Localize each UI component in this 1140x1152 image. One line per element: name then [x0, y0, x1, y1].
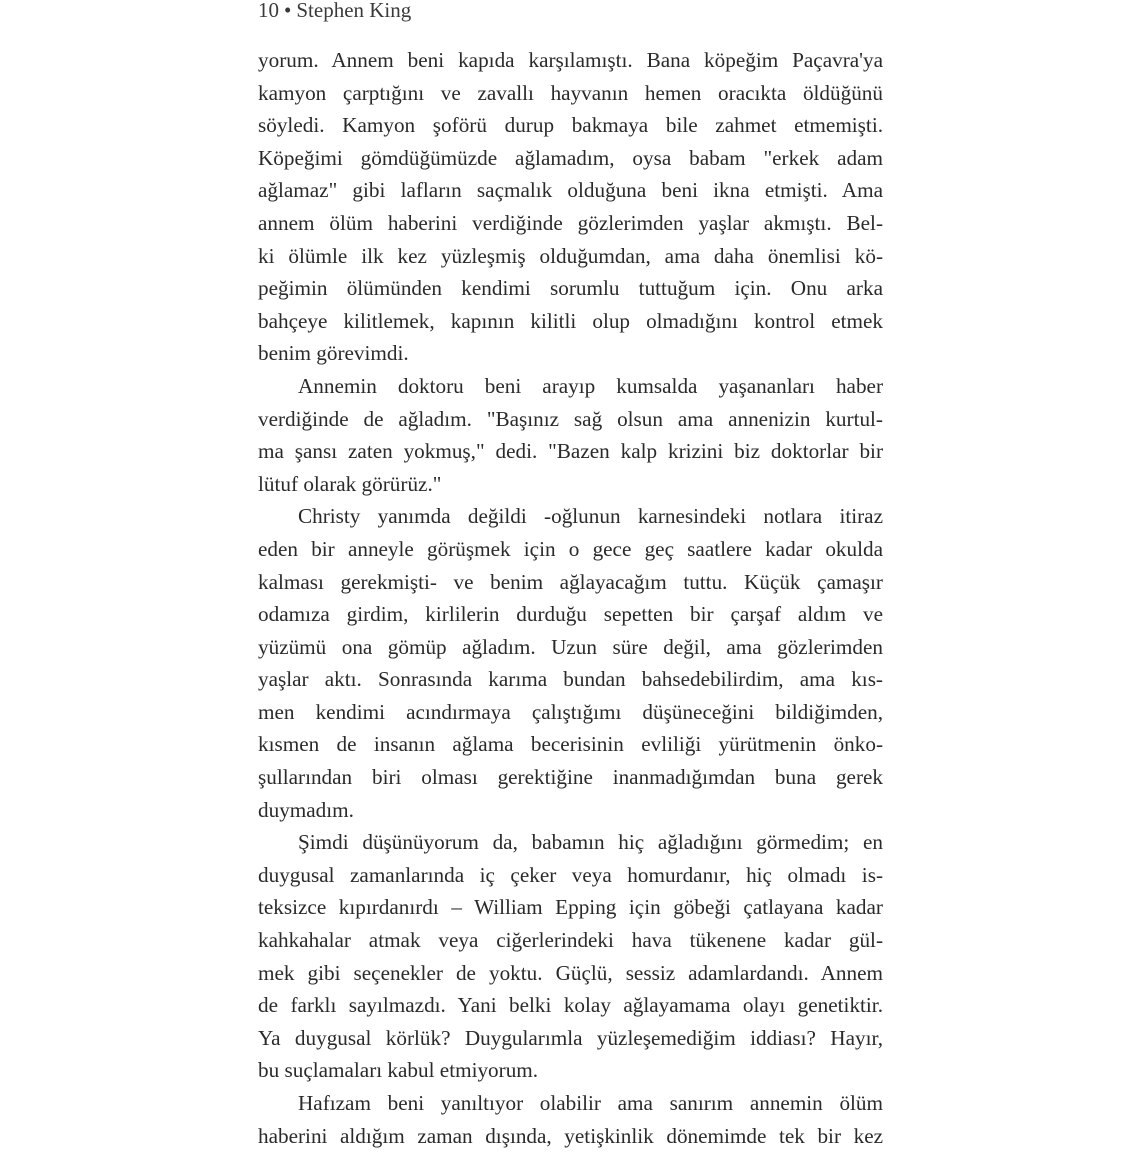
text-line: ki ölümle ilk kez yüzleşmiş olduğumdan, ama daha önemlisi kö-	[258, 243, 883, 268]
paragraph	[258, 826, 883, 1087]
paragraph	[258, 500, 883, 826]
text-line: men kendimi acındırmaya çalıştığımı düşüneceğini bildiğimden,	[258, 699, 883, 724]
paragraph	[258, 44, 883, 370]
header-separator: •	[284, 0, 292, 22]
text-line: Şimdi düşünüyorum da, babamın hiç ağladığını görmedim; en	[298, 830, 883, 855]
text-line: bu suçlamaları kabul etmiyorum.	[258, 1058, 539, 1083]
text-line: kısmen de insanın ağlama becerisinin evliliği yürütmenin önko-	[258, 732, 883, 757]
text-line: benim görevimdi.	[258, 341, 409, 366]
text-line: şullarından biri olması gerektiğine inanmadığımdan buna gerek	[258, 765, 883, 790]
paragraph	[258, 1087, 883, 1152]
text-line: Hafızam beni yanıltıyor olabilir ama sanırım annemin ölüm	[298, 1091, 883, 1115]
paragraph	[258, 370, 883, 500]
text-line: Ya duygusal körlük? Duygularımla yüzleşemediğim iddiası? Hayır,	[258, 1025, 883, 1050]
text-line: Köpeğimi gömdüğümüzde ağlamadım, oysa babam "erkek adam	[258, 145, 883, 170]
text-line: bahçeye kilitlemek, kapının kilitli olup olmadığını kontrol etmek	[258, 308, 883, 333]
text-line: verdiğinde de ağladım. "Başınız sağ olsun ama annenizin kurtul-	[258, 406, 883, 431]
text-line: lütuf olarak görürüz."	[258, 471, 442, 496]
text-line: de farklı sayılmazdı. Yani belki kolay ağlayamama olayı genetiktir.	[258, 993, 883, 1018]
text-line: eden bir anneyle görüşmek için o gece geç saatlere kadar okulda	[258, 536, 883, 561]
text-line: duymadım.	[258, 797, 354, 822]
body-text	[258, 44, 883, 1152]
text-line: kalması gerekmişti- ve benim ağlayacağım tuttu. Küçük çamaşır	[258, 569, 883, 594]
text-line: teksizce kıpırdanırdı – William Epping için göbeği çatlayana kadar	[258, 895, 883, 920]
text-line: yorum. Annem beni kapıda karşılamıştı. Bana köpeğim Paçavra'ya	[258, 48, 883, 72]
text-line: yaşlar aktı. Sonrasında karıma bundan bahsedebilirdim, ama kıs-	[258, 667, 883, 692]
text-line: Christy yanımda değildi -oğlunun karnesindeki notlara itiraz	[298, 504, 883, 529]
text-line: kahkahalar atmak veya ciğerlerindeki hava tükenene kadar gül-	[258, 928, 883, 953]
running-head	[258, 0, 411, 23]
text-line: mek gibi seçenekler de yoktu. Güçlü, sessiz adamlardandı. Annem	[258, 960, 883, 985]
author-name: Stephen King	[296, 0, 412, 22]
page-number: 10	[258, 0, 279, 22]
text-line: ma şansı zaten yokmuş," dedi. "Bazen kalp krizini biz doktorlar bir	[258, 439, 883, 464]
text-line: annem ölüm haberini verdiğinde gözlerimden yaşlar akmıştı. Bel-	[258, 210, 883, 235]
text-line: odamıza girdim, kirlilerin durduğu sepetten bir çarşaf aldım ve	[258, 602, 883, 627]
text-line: kamyon çarptığını ve zavallı hayvanın hemen oracıkta öldüğünü	[258, 80, 883, 105]
text-line: peğimin ölümünden kendimi sorumlu tuttuğum için. Onu arka	[258, 276, 883, 301]
text-line: duygusal zamanlarında iç çeker veya homurdanır, hiç olmadı is-	[258, 862, 883, 887]
text-line: haberini aldığım zaman dışında, yetişkinlik dönemimde tek bir kez	[258, 1123, 883, 1148]
text-line: söyledi. Kamyon şoförü durup bakmaya bile zahmet etmemişti.	[258, 113, 883, 138]
text-line: yüzümü ona gömüp ağladım. Uzun süre değil, ama gözlerimden	[258, 634, 883, 659]
text-line: ağlamaz" gibi lafların saçmalık olduğuna beni ikna etmişti. Ama	[258, 178, 883, 203]
text-line: Annemin doktoru beni arayıp kumsalda yaşananları haber	[298, 373, 883, 398]
